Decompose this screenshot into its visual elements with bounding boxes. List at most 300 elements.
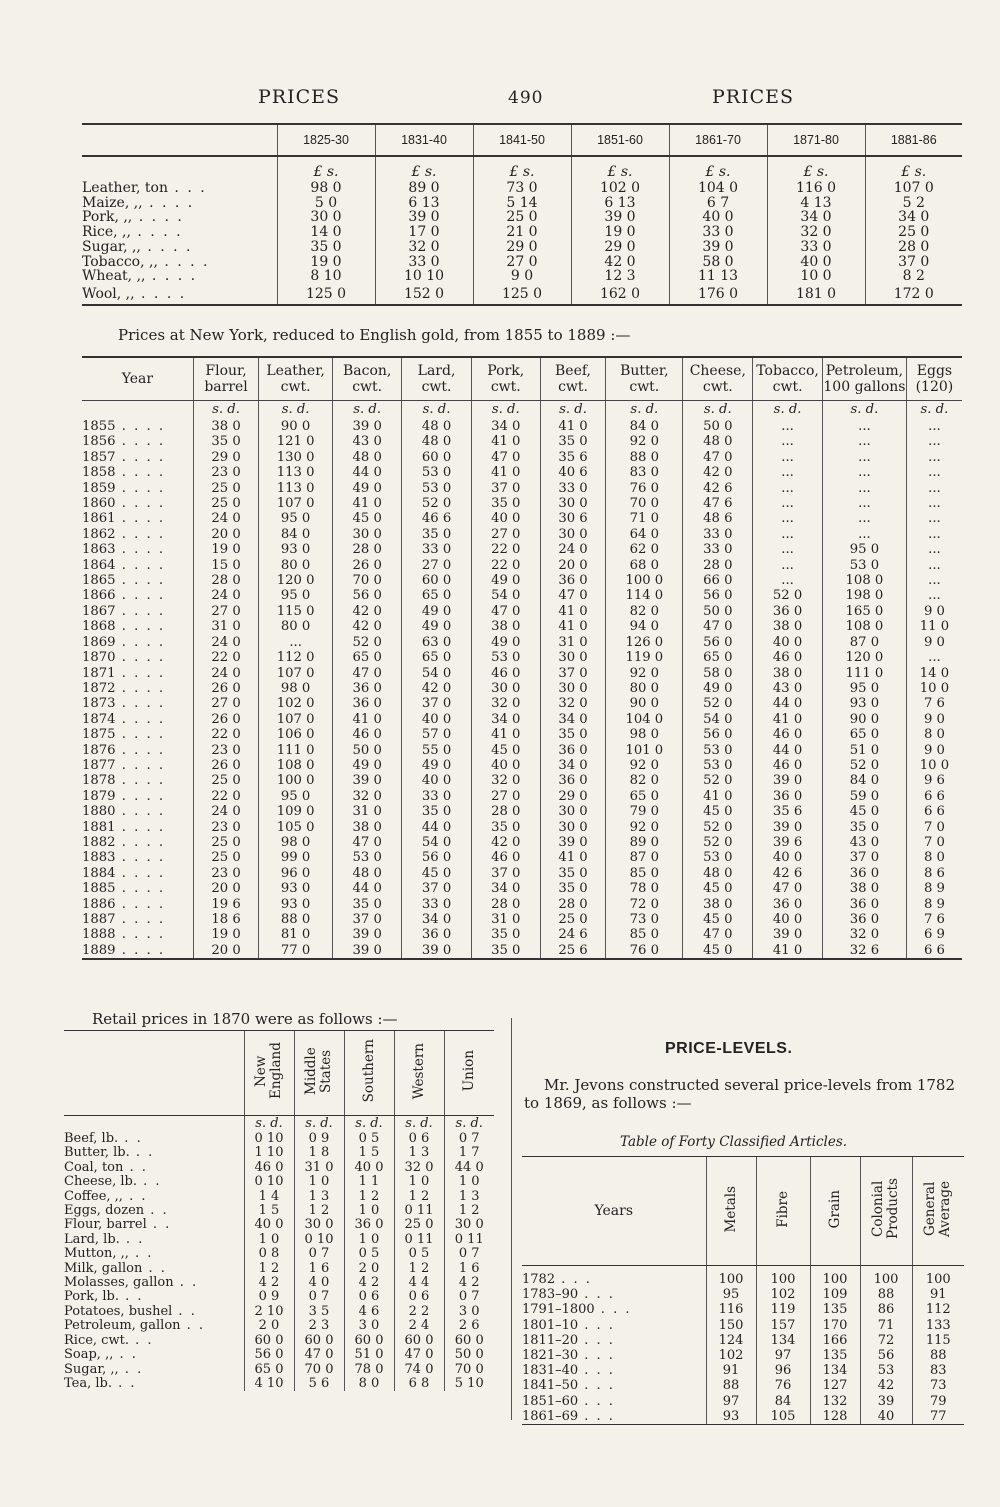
price-cell: 172 0 [865,284,962,305]
price-cell: 41 0 [753,943,823,959]
row-leader-dots: . . . [578,1408,615,1424]
price-cell: 89 0 [606,835,683,850]
row-label [64,1334,244,1348]
price-cell: 10 0 [906,681,962,696]
year-text: 1864 [82,557,116,573]
price-cell: 41 0 [753,712,823,727]
price-cell: 25 0 [193,835,258,850]
price-cell: 84 0 [606,419,683,434]
price-cell: 52 0 [402,496,471,511]
row-leader-dots: . . . . [115,942,166,958]
row-leader-dots: . . . . [115,680,166,696]
price-cell: 36 0 [332,696,402,711]
year-text: 1861 [82,511,116,527]
price-cell: 125 0 [277,284,375,305]
row-label [64,1233,244,1247]
row-label [82,240,277,255]
price-cell: 36 0 [753,604,823,619]
unit-cell: s. d. [344,1116,394,1133]
period-header: 1881-86 [865,124,962,156]
price-cell: 26 0 [193,758,258,773]
price-cell: 107 0 [865,181,962,196]
price-cell: 23 0 [193,866,258,881]
price-cell: 36 0 [540,743,605,758]
price-cell: 3 0 [444,1305,494,1319]
price-cell: 39 0 [332,773,402,788]
price-cell: 41 0 [540,419,605,434]
table-row [64,1233,494,1247]
index-cell: 91 [912,1287,964,1302]
year-cell [82,789,193,804]
table-row [82,727,962,742]
price-cell: 93 0 [259,542,333,557]
price-cell: 25 0 [865,225,962,240]
region-name: New England [253,1042,284,1100]
year-cell [522,1394,706,1409]
price-cell: 32 0 [823,927,907,942]
price-cell: 52 0 [332,635,402,650]
index-cell: 157 [756,1318,810,1333]
price-cell: 42 0 [332,604,402,619]
index-cell: 115 [912,1333,964,1348]
page-number: 490 [508,88,544,108]
commodity-header [606,357,683,401]
price-cell: 0 7 [444,1247,494,1261]
index-name: Fibre [774,1190,791,1228]
price-cell: 44 0 [753,743,823,758]
price-cell: 4 4 [394,1276,444,1290]
price-cell: 28 0 [683,558,753,573]
year-cell [82,743,193,758]
table-row [522,1266,964,1288]
table-row [64,1363,494,1377]
commodity-name: Bacon, [342,363,392,379]
price-cell: 48 0 [683,866,753,881]
price-cell: 20 0 [193,943,258,959]
price-cell: 120 0 [823,650,907,665]
row-label [82,284,277,305]
price-cell: 47 0 [683,619,753,634]
year-text: 1857 [82,449,116,465]
price-cell: 52 0 [823,758,907,773]
row-leader-dots: . . . . [115,465,166,481]
price-cell: 48 0 [683,434,753,449]
price-cell: 162 0 [571,284,669,305]
price-cell: 35 0 [402,527,471,542]
index-cell: 127 [810,1378,860,1393]
table-row [82,588,962,603]
table-row [82,758,962,773]
price-cell: 92 0 [606,666,683,681]
row-leader-dots: . . . . [115,850,166,866]
price-cell: 96 0 [259,866,333,881]
price-cell: 107 0 [259,712,333,727]
price-cell: 30 0 [540,496,605,511]
row-label [64,1363,244,1377]
index-cell: 134 [756,1333,810,1348]
price-cell: 56 0 [683,727,753,742]
price-cell: 41 0 [471,465,540,480]
price-cell: 23 0 [193,743,258,758]
row-leader-dots: . . . . [115,773,166,789]
price-cell: 80 0 [259,619,333,634]
price-cell: 0 5 [344,1132,394,1146]
table-row [64,1377,494,1391]
price-cell: 46 0 [753,727,823,742]
index-cell: 97 [756,1348,810,1363]
price-cell: 90 0 [823,712,907,727]
price-cell: 0 11 [394,1204,444,1218]
row-leader-dots: . . . . [115,912,166,927]
index-cell: 132 [810,1394,860,1409]
index-header [912,1157,964,1266]
price-cell: 5 10 [444,1377,494,1391]
table-row [82,850,962,865]
index-cell: 86 [860,1302,912,1317]
unit-cell: s. d. [244,1116,294,1133]
year-text: 1858 [82,465,116,481]
price-cell: 34 0 [471,712,540,727]
index-cell: 71 [860,1318,912,1333]
row-leader-dots: . . [128,1246,154,1262]
price-cell: 39 0 [571,210,669,225]
price-levels-table-caption: Table of Forty Classified Articles. [620,1134,848,1150]
price-cell: 4 2 [344,1276,394,1290]
column-divider [511,1018,512,1420]
table-row [64,1305,494,1319]
price-cell: ... [753,558,823,573]
commodity-unit: cwt. [629,379,660,395]
year-cell [82,666,193,681]
row-leader-dots: . . [173,1275,199,1291]
price-cell: 36 0 [823,866,907,881]
row-leader-dots: . . . [578,1317,615,1333]
unit-cell: £ s. [473,156,571,181]
index-cell: 135 [810,1348,860,1363]
unit-cell: s. d. [402,401,471,420]
price-cell: 6 6 [906,943,962,959]
price-cell: 59 0 [823,789,907,804]
commodity-name: Lard, [417,363,456,379]
price-cell: 37 0 [402,696,471,711]
price-cell: 65 0 [332,650,402,665]
row-label [64,1262,244,1276]
year-text: 1859 [82,480,116,496]
index-cell: 88 [706,1378,756,1393]
table-row [82,481,962,496]
year-cell [82,820,193,835]
price-cell: ... [753,542,823,557]
price-cell: 65 0 [402,588,471,603]
row-label-text: Petroleum, gallon [64,1318,181,1334]
commodity-name: Beef, [555,363,592,379]
index-cell: 84 [756,1394,810,1409]
year-text: 1887 [82,912,116,927]
price-cell: ... [753,481,823,496]
row-label-text: Tobacco, ,, [82,253,158,270]
unit-row [82,401,962,420]
price-cell: 45 0 [332,511,402,526]
price-cell: 32 0 [471,696,540,711]
price-cell: 98 0 [259,835,333,850]
index-cell: 124 [706,1333,756,1348]
price-cell: 55 0 [402,743,471,758]
commodity-unit: cwt. [558,379,588,395]
price-cell: 29 0 [193,450,258,465]
price-cell: 49 0 [471,635,540,650]
price-cell: 27 0 [193,604,258,619]
table-row [522,1394,964,1409]
unit-cell: s. d. [193,401,258,420]
table-row [82,225,962,240]
commodity-unit: cwt. [702,379,733,395]
index-cell: 102 [756,1287,810,1302]
price-cell: 50 0 [444,1348,494,1362]
price-cell: ... [753,419,823,434]
table-row [82,897,962,912]
price-cell: 76 0 [606,943,683,959]
price-cell: ... [906,588,962,603]
price-cell: 1 0 [444,1175,494,1189]
row-label-text: Cheese, lb. [64,1174,137,1190]
unit-cell: s. d. [471,401,540,420]
row-leader-dots: . . . [555,1272,592,1287]
row-label [82,210,277,225]
price-cell: 65 0 [606,789,683,804]
price-cell: 7 0 [906,835,962,850]
price-cell: 5 6 [294,1377,344,1391]
row-label-text: Potatoes, bushel [64,1303,173,1319]
row-leader-dots: . . . [167,180,207,196]
price-cell: 7 6 [906,696,962,711]
price-cell: ... [823,419,907,434]
row-leader-dots: . . . . [115,557,166,573]
price-cell: 82 0 [606,604,683,619]
unit-cell: £ s. [571,156,669,181]
year-text: 1865 [82,573,116,589]
year-cell [82,696,193,711]
year-text: 1811–20 [522,1332,579,1348]
price-cell: 45 0 [823,804,907,819]
row-leader-dots: . . . . [115,650,166,666]
price-cell: 1 5 [344,1146,394,1160]
index-cell: 93 [706,1409,756,1425]
price-cell: 8 2 [865,269,962,284]
price-cell: 49 0 [402,604,471,619]
table-row [64,1175,494,1189]
year-text: 1791–1800 [522,1302,595,1318]
price-cell: 6 8 [394,1377,444,1391]
price-cell: 70 0 [332,573,402,588]
year-cell [82,496,193,511]
year-cell [82,650,193,665]
table-row [82,804,962,819]
price-cell: 101 0 [606,743,683,758]
price-cell: 0 5 [394,1247,444,1261]
price-cell: 5 0 [277,196,375,211]
price-cell: 7 0 [906,820,962,835]
price-cell: 49 0 [471,573,540,588]
price-cell: 30 0 [471,681,540,696]
table-row [82,465,962,480]
region-header [344,1031,394,1116]
row-label-text: Lard, lb. [64,1231,120,1247]
price-cell: 63 0 [402,635,471,650]
price-cell: 39 0 [332,419,402,434]
commodity-header [402,357,471,401]
price-cell: 41 0 [683,789,753,804]
year-text: 1867 [82,603,116,619]
row-label-text: Flour, barrel [64,1217,147,1233]
price-cell: 48 0 [332,866,402,881]
price-cell: 126 0 [606,635,683,650]
price-cell: 40 0 [344,1161,394,1175]
price-cell: 19 0 [571,225,669,240]
price-cell: 33 0 [683,527,753,542]
table-row [64,1348,494,1362]
price-cell: 60 0 [294,1334,344,1348]
price-cell: 82 0 [606,773,683,788]
price-cell: 1 5 [244,1204,294,1218]
table-row [82,912,962,927]
price-cell: 49 0 [402,619,471,634]
price-cell: 20 0 [540,558,605,573]
price-cell: 41 0 [540,850,605,865]
price-cell: 56 0 [332,588,402,603]
row-leader-dots: . . . . [115,434,166,450]
year-text: 1883 [82,850,116,866]
price-cell: 83 0 [606,465,683,480]
price-cell: 0 9 [244,1290,294,1304]
unit-cell: s. d. [606,401,683,420]
price-cell: 41 0 [471,727,540,742]
price-cell: ... [906,496,962,511]
price-cell: 84 0 [259,527,333,542]
price-cell: 37 0 [402,881,471,896]
row-leader-dots: . . . [594,1302,632,1318]
prices-by-decade-table [82,123,962,306]
price-cell: 65 0 [823,727,907,742]
price-cell: 42 0 [402,681,471,696]
price-cell: 2 4 [394,1319,444,1333]
year-text: 1875 [82,727,116,743]
year-text: 1869 [82,634,116,650]
year-text: 1877 [82,757,116,773]
price-cell: 42 0 [571,255,669,270]
table-row [522,1287,964,1302]
row-leader-dots: . . [128,1332,154,1348]
price-cell: 30 0 [294,1218,344,1232]
year-text: 1866 [82,588,116,604]
table-row [82,635,962,650]
price-cell: 20 0 [193,881,258,896]
price-cell: 1 2 [394,1190,444,1204]
row-label-text: Soap, ,, [64,1347,114,1363]
row-label [64,1132,244,1146]
price-cell: 53 0 [332,850,402,865]
row-label-text: Wheat, ,, [82,268,146,285]
price-cell: 54 0 [683,712,753,727]
year-text: 1831–40 [522,1363,579,1379]
table-row [64,1247,494,1261]
price-cell: 6 9 [906,927,962,942]
price-cell: 30 0 [444,1218,494,1232]
price-cell: 25 6 [540,943,605,959]
index-cell: 72 [860,1333,912,1348]
price-cell: 85 0 [606,866,683,881]
row-leader-dots: . . [136,1174,162,1190]
row-label [82,181,277,196]
price-cell: 152 0 [375,284,473,305]
price-cell: 19 0 [193,927,258,942]
period-header: 1871-80 [767,124,865,156]
year-cell [82,866,193,881]
table-row [82,181,962,196]
price-cell: 60 0 [344,1334,394,1348]
unit-cell: s. d. [540,401,605,420]
price-cell: 121 0 [259,434,333,449]
table-row [522,1348,964,1363]
index-cell: 97 [706,1394,756,1409]
price-cell: 40 0 [753,850,823,865]
commodity-unit: cwt. [490,379,521,395]
year-text: 1856 [82,434,116,450]
price-cell: 113 0 [259,465,333,480]
price-cell: 98 0 [606,727,683,742]
year-cell [82,681,193,696]
price-cell: 26 0 [332,558,402,573]
price-cell: 60 0 [402,573,471,588]
price-cell: 0 6 [394,1132,444,1146]
unit-cell: £ s. [277,156,375,181]
table-row [64,1161,494,1175]
period-header: 1831-40 [375,124,473,156]
price-cell: 19 0 [277,255,375,270]
commodity-header [823,357,907,401]
table-row [64,1146,494,1160]
year-text: 1872 [82,680,116,696]
year-cell [522,1348,706,1363]
year-cell [82,573,193,588]
price-cell: 21 0 [473,225,571,240]
table-row [64,1334,494,1348]
index-cell: 88 [912,1348,964,1363]
price-cell: 38 0 [471,619,540,634]
price-cell: 32 0 [332,789,402,804]
year-cell [522,1378,706,1393]
price-cell: 14 0 [277,225,375,240]
table-row [82,527,962,542]
price-cell: 95 0 [259,588,333,603]
row-leader-dots: . . [172,1303,197,1319]
price-cell: 25 0 [540,912,605,927]
price-cell: 84 0 [823,773,907,788]
unit-spacer [82,401,193,420]
price-cell: 49 0 [683,681,753,696]
price-cell: 54 0 [402,666,471,681]
row-leader-dots: . . [146,1217,172,1233]
price-cell: 50 0 [683,419,753,434]
price-cell: 48 0 [402,434,471,449]
unit-cell: £ s. [865,156,962,181]
price-cell: 20 0 [193,527,258,542]
price-cell: 6 7 [669,196,767,211]
index-cell: 53 [860,1363,912,1378]
price-cell: 1 0 [344,1204,394,1218]
price-cell: 52 0 [683,820,753,835]
table-row [64,1190,494,1204]
price-cell: ... [906,542,962,557]
